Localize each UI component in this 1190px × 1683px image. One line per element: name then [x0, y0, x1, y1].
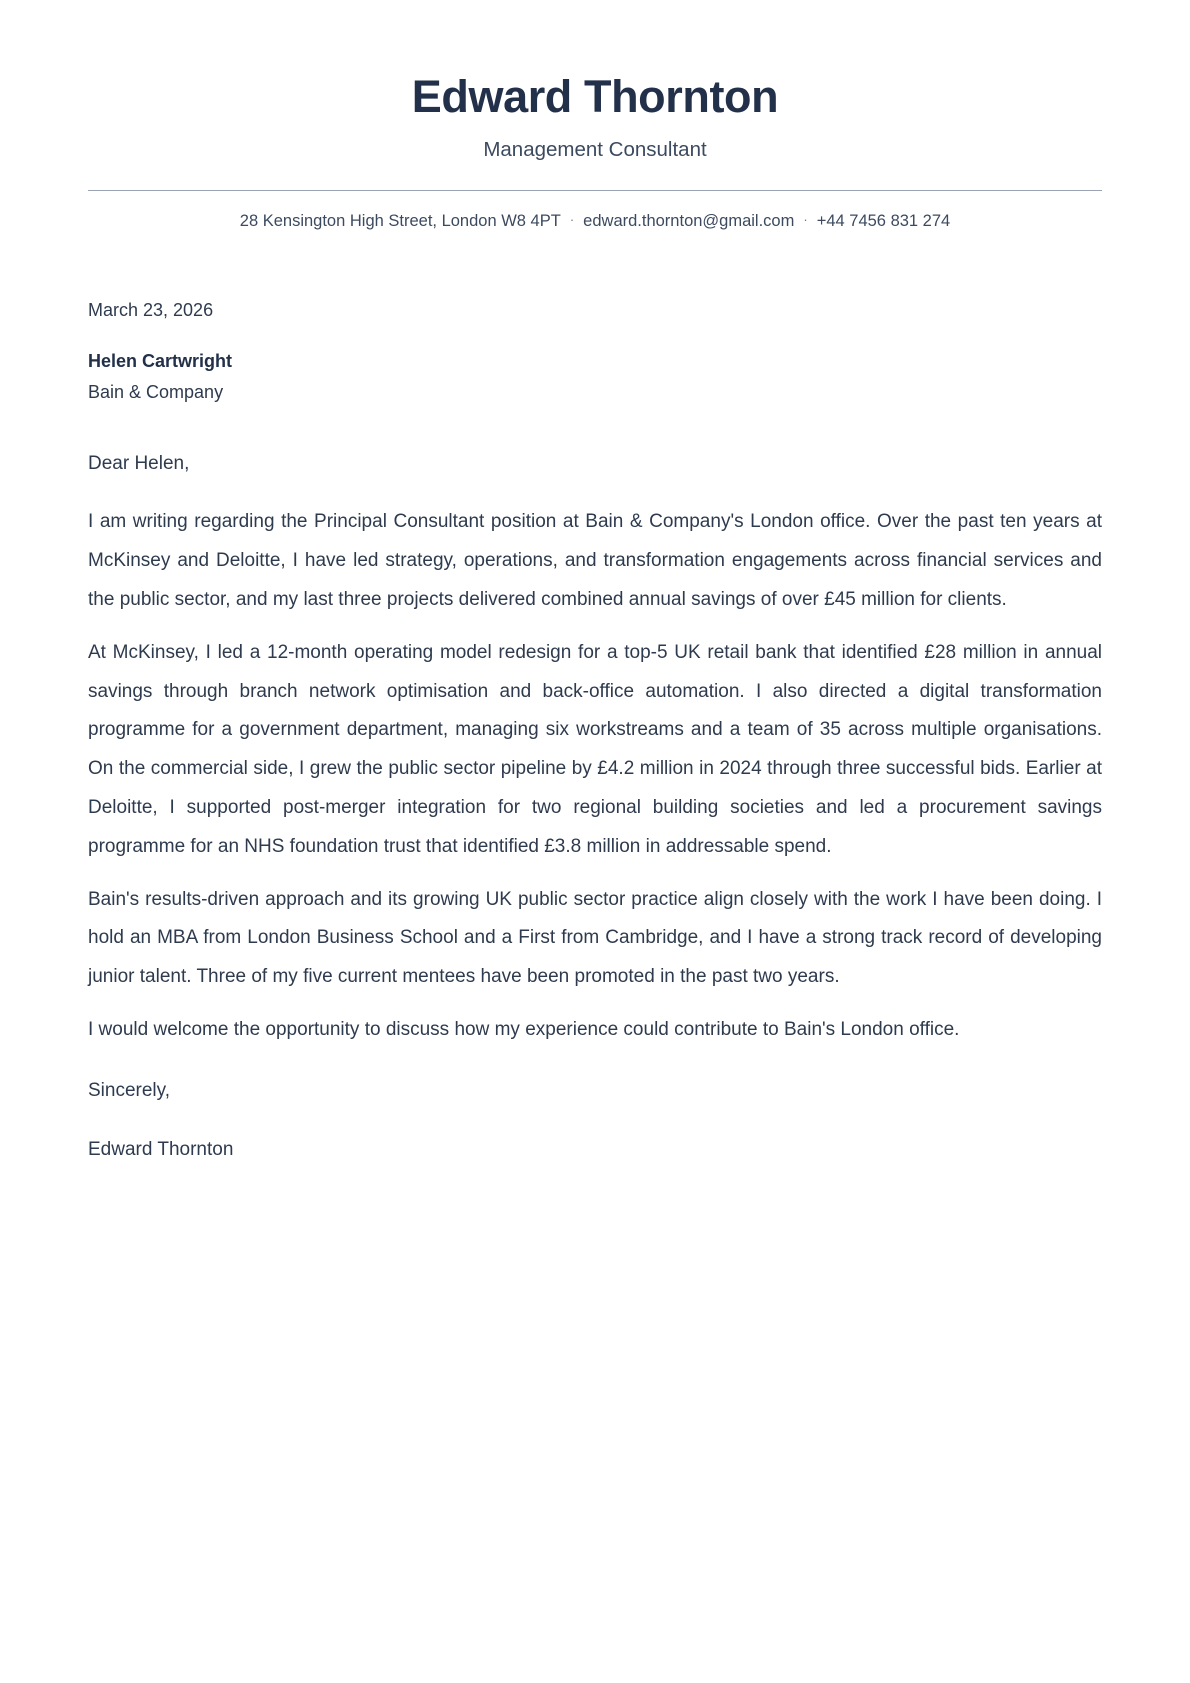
body-paragraph: At McKinsey, I led a 12-month operating model redesign for a top-5 UK retail bank that identified £28 million in annual savings through branch network optimisation and back-office automation. I also directed a digital transformation programme for a government department, managing six workstreams and a team of 35 across multiple organisations. On the commercial side, I grew the public sector pipeline by £4.2 million in 2024 through three successful bids. Earlier at Deloitte, I supported post-merger integration for two regional building societies and led a procurement savings programme for an NHS foundation trust that identified £3.8 million in addressable spend.	[88, 641, 1102, 857]
salutation: Dear Helen,	[88, 452, 190, 474]
body-paragraph: I would welcome the opportunity to discuss how my experience could contribute to Bain's London office.	[88, 1018, 960, 1040]
recipient-company: Bain & Company	[88, 381, 224, 402]
body-paragraph: Bain's results-driven approach and its growing UK public sector practice align closely with the work I have been doing. I hold an MBA from London Business School and a First from Cambridge, and I have a strong track record of developing junior talent. Three of my five current mentees have been promoted in the past two years.	[88, 888, 1102, 988]
candidate-job-title: Management Consultant	[483, 138, 707, 162]
letter-date: March 23, 2026	[88, 300, 214, 321]
recipient-name: Helen Cartwright	[88, 350, 233, 371]
contact-phone[interactable]: +44 7456 831 274	[816, 211, 951, 230]
letter-sheet	[88, 0, 1102, 1165]
contact-separator-1: ·	[569, 211, 575, 227]
recipient-block	[88, 348, 1102, 405]
signature-name: Edward Thornton	[88, 1139, 234, 1161]
contact-address: 28 Kensington High Street, London W8 4PT	[239, 211, 561, 230]
candidate-name: Edward Thornton	[411, 71, 779, 122]
header-divider	[88, 190, 1102, 191]
body-paragraph: I am writing regarding the Principal Consultant position at Bain & Company's London office. Over the past ten years at McKinsey and Deloitte, I have led strategy, operations, and transformation engagements across financial services and the public sector, and my last three projects delivered combined annual savings of over £45 million for clients.	[88, 511, 1102, 610]
letter-body	[88, 449, 1102, 1165]
contact-email[interactable]: edward.thornton@gmail.com	[583, 211, 795, 230]
closing-salutation: Sincerely,	[88, 1079, 171, 1101]
letter-header	[88, 0, 1102, 232]
letter-meta-block	[88, 298, 1102, 404]
contact-separator-2: ·	[803, 211, 808, 227]
contact-line	[88, 211, 1102, 232]
